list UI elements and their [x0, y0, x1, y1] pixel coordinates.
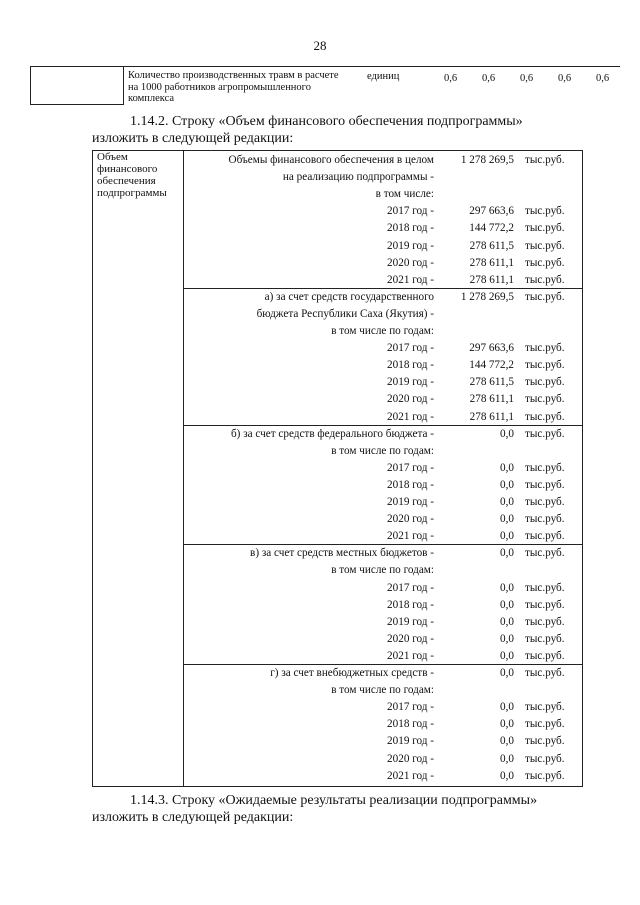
- year-label: 2019 год -: [387, 735, 434, 748]
- section-header-row: [93, 665, 584, 681]
- section-header-text: Объемы финансового обеспечения в целом: [228, 154, 434, 166]
- section-header-text: на реализацию подпрограммы -: [282, 171, 434, 184]
- section-header-text: а) за счет средств государственного: [264, 290, 434, 303]
- year-amount: 0,0: [500, 701, 514, 714]
- section-header-row: [93, 289, 584, 305]
- section-total: 0,0: [500, 547, 514, 560]
- year-label: 2019 год -: [387, 615, 434, 628]
- section-header-row: [93, 682, 584, 698]
- year-row: [93, 751, 584, 767]
- paragraph-1-14-2-line1: 1.14.2. Строку «Объем финансового обеспечения подпрограммы»: [130, 114, 523, 129]
- year-label: 2021 год -: [387, 410, 434, 423]
- year-amount: 0,0: [500, 598, 514, 611]
- year-row: [93, 374, 584, 390]
- indicator-value: 0,6: [444, 73, 458, 84]
- year-label: 2017 год -: [387, 581, 434, 594]
- year-amount: 0,0: [500, 478, 514, 491]
- year-amount: 144 772,2: [469, 222, 514, 235]
- section-header-row: [93, 306, 584, 322]
- year-label: 2021 год -: [387, 530, 434, 543]
- year-label: 2018 год -: [387, 598, 434, 611]
- paragraph-1-14-3-line2: изложить в следующей редакции:: [92, 810, 294, 825]
- unit-label: тыс.руб.: [525, 393, 565, 406]
- year-label: 2018 год -: [387, 222, 434, 235]
- unit-label: тыс.руб.: [525, 222, 565, 235]
- year-label: 2019 год -: [387, 376, 434, 389]
- section-header-row: [93, 152, 584, 168]
- year-row: [93, 733, 584, 749]
- unit-label: тыс.руб.: [525, 581, 565, 594]
- section-header-text: г) за счет внебюджетных средств -: [270, 667, 434, 679]
- year-row: [93, 716, 584, 732]
- year-row: [93, 699, 584, 715]
- year-amount: 0,0: [500, 496, 514, 508]
- unit-label: тыс.руб.: [525, 752, 565, 765]
- unit-label: тыс.руб.: [525, 410, 565, 423]
- indicator-label: Количество производственных травм в расчете на 1000 работников агропромышленного комплекса: [128, 70, 339, 104]
- year-label: 2018 год -: [387, 718, 434, 731]
- year-label: 2020 год -: [387, 256, 434, 269]
- year-amount: 0,0: [500, 649, 514, 662]
- year-amount: 0,0: [500, 615, 514, 628]
- page-number: 28: [313, 38, 327, 53]
- unit-label: тыс.руб.: [525, 205, 565, 218]
- section-header-text: в том числе по годам:: [331, 684, 434, 697]
- section-header-text: в том числе:: [375, 188, 434, 201]
- year-row: [93, 272, 584, 288]
- section-header-row: [93, 562, 584, 578]
- year-label: 2019 год -: [387, 239, 434, 252]
- year-label: 2021 год -: [387, 769, 434, 782]
- unit-label: тыс.руб.: [525, 632, 565, 645]
- year-row: [93, 220, 584, 236]
- section-total: 1 278 269,5: [460, 154, 514, 166]
- unit-label: тыс.руб.: [525, 290, 565, 303]
- section-total: 0,0: [500, 667, 514, 679]
- section-header-text: бюджета Республики Саха (Якутия) -: [256, 307, 434, 320]
- unit-label: тыс.руб.: [525, 427, 565, 440]
- year-label: 2017 год -: [387, 342, 434, 355]
- year-row: [93, 631, 584, 647]
- year-row: [93, 477, 584, 493]
- year-label: 2021 год -: [387, 649, 434, 662]
- year-amount: 0,0: [500, 513, 514, 526]
- section-header-row: [93, 323, 584, 339]
- year-label: 2020 год -: [387, 513, 434, 526]
- year-row: [93, 203, 584, 219]
- year-row: [93, 460, 584, 476]
- year-row: [93, 357, 584, 373]
- unit-label: тыс.руб.: [525, 701, 565, 714]
- year-row: [93, 238, 584, 254]
- unit-label: тыс.руб.: [525, 530, 565, 543]
- year-amount: 0,0: [500, 718, 514, 731]
- section-total: 1 278 269,5: [460, 290, 514, 303]
- paragraph-1-14-3-line1: 1.14.3. Строку «Ожидаемые результаты реализации подпрограммы»: [130, 793, 538, 808]
- year-label: 2019 год -: [387, 496, 434, 508]
- indicator-value: 0,6: [596, 73, 610, 84]
- year-amount: 278 611,1: [469, 410, 514, 423]
- year-amount: 144 772,2: [469, 359, 514, 372]
- year-amount: 297 663,6: [469, 342, 514, 355]
- year-label: 2021 год -: [387, 273, 434, 286]
- indicator-unit: единиц: [367, 71, 400, 82]
- year-label: 2020 год -: [387, 393, 434, 406]
- year-row: [93, 511, 584, 527]
- year-label: 2017 год -: [387, 461, 434, 474]
- section-header-row: [93, 426, 584, 442]
- unit-label: тыс.руб.: [525, 496, 565, 508]
- section-header-text: в том числе по годам:: [331, 564, 434, 577]
- year-amount: 0,0: [500, 461, 514, 474]
- unit-label: тыс.руб.: [525, 256, 565, 269]
- year-row: [93, 255, 584, 271]
- year-row: [93, 614, 584, 630]
- year-row: [93, 391, 584, 407]
- year-row: [93, 648, 584, 664]
- section-header-text: в) за счет средств местных бюджетов -: [250, 547, 434, 560]
- year-amount: 0,0: [500, 632, 514, 645]
- year-amount: 0,0: [500, 769, 514, 782]
- year-label: 2017 год -: [387, 701, 434, 714]
- year-label: 2018 год -: [387, 359, 434, 372]
- section-total: 0,0: [500, 427, 514, 440]
- section-header-row: [93, 186, 584, 202]
- year-row: [93, 409, 584, 425]
- year-label: 2017 год -: [387, 205, 434, 218]
- unit-label: тыс.руб.: [525, 667, 565, 679]
- unit-label: тыс.руб.: [525, 376, 565, 389]
- section-header-text: в том числе по годам:: [331, 325, 434, 337]
- year-row: [93, 597, 584, 613]
- year-amount: 0,0: [500, 752, 514, 765]
- unit-label: тыс.руб.: [525, 513, 565, 526]
- year-label: 2020 год -: [387, 632, 434, 645]
- section-header-row: [93, 545, 584, 561]
- paragraph-1-14-2-line2: изложить в следующей редакции:: [92, 131, 294, 146]
- unit-label: тыс.руб.: [525, 342, 565, 355]
- section-header-text: в том числе по годам:: [331, 444, 434, 457]
- unit-label: тыс.руб.: [525, 649, 565, 662]
- year-row: [93, 528, 584, 544]
- year-amount: 278 611,1: [469, 393, 514, 406]
- year-amount: 278 611,1: [469, 273, 514, 286]
- unit-label: тыс.руб.: [525, 547, 565, 560]
- unit-label: тыс.руб.: [525, 615, 565, 628]
- year-amount: 0,0: [500, 735, 514, 748]
- year-amount: 278 611,1: [469, 256, 514, 269]
- unit-label: тыс.руб.: [525, 239, 565, 252]
- unit-label: тыс.руб.: [525, 478, 565, 491]
- section-header-row: [93, 443, 584, 459]
- unit-label: тыс.руб.: [525, 461, 565, 474]
- unit-label: тыс.руб.: [525, 718, 565, 731]
- section-header-text: б) за счет средств федерального бюджета -: [230, 427, 434, 440]
- indicator-value: 0,6: [558, 73, 572, 84]
- indicator-value: 0,6: [520, 73, 534, 84]
- year-amount: 0,0: [500, 581, 514, 594]
- year-amount: 278 611,5: [469, 239, 514, 252]
- finance-table-left-cell: Объем финансового обеспечения подпрограммы: [97, 151, 167, 199]
- unit-label: тыс.руб.: [525, 154, 565, 166]
- unit-label: тыс.руб.: [525, 273, 565, 286]
- year-row: [93, 340, 584, 356]
- year-label: 2020 год -: [387, 752, 434, 765]
- year-label: 2018 год -: [387, 478, 434, 491]
- unit-label: тыс.руб.: [525, 359, 565, 372]
- year-amount: 0,0: [500, 530, 514, 543]
- section-header-row: [93, 169, 584, 185]
- unit-label: тыс.руб.: [525, 769, 565, 782]
- year-row: [93, 580, 584, 596]
- year-amount: 297 663,6: [469, 205, 514, 218]
- year-row: [93, 768, 584, 784]
- indicator-value: 0,6: [482, 73, 496, 84]
- unit-label: тыс.руб.: [525, 735, 565, 748]
- year-row: [93, 494, 584, 510]
- year-amount: 278 611,5: [469, 376, 514, 389]
- unit-label: тыс.руб.: [525, 598, 565, 611]
- finance-table: [92, 150, 583, 787]
